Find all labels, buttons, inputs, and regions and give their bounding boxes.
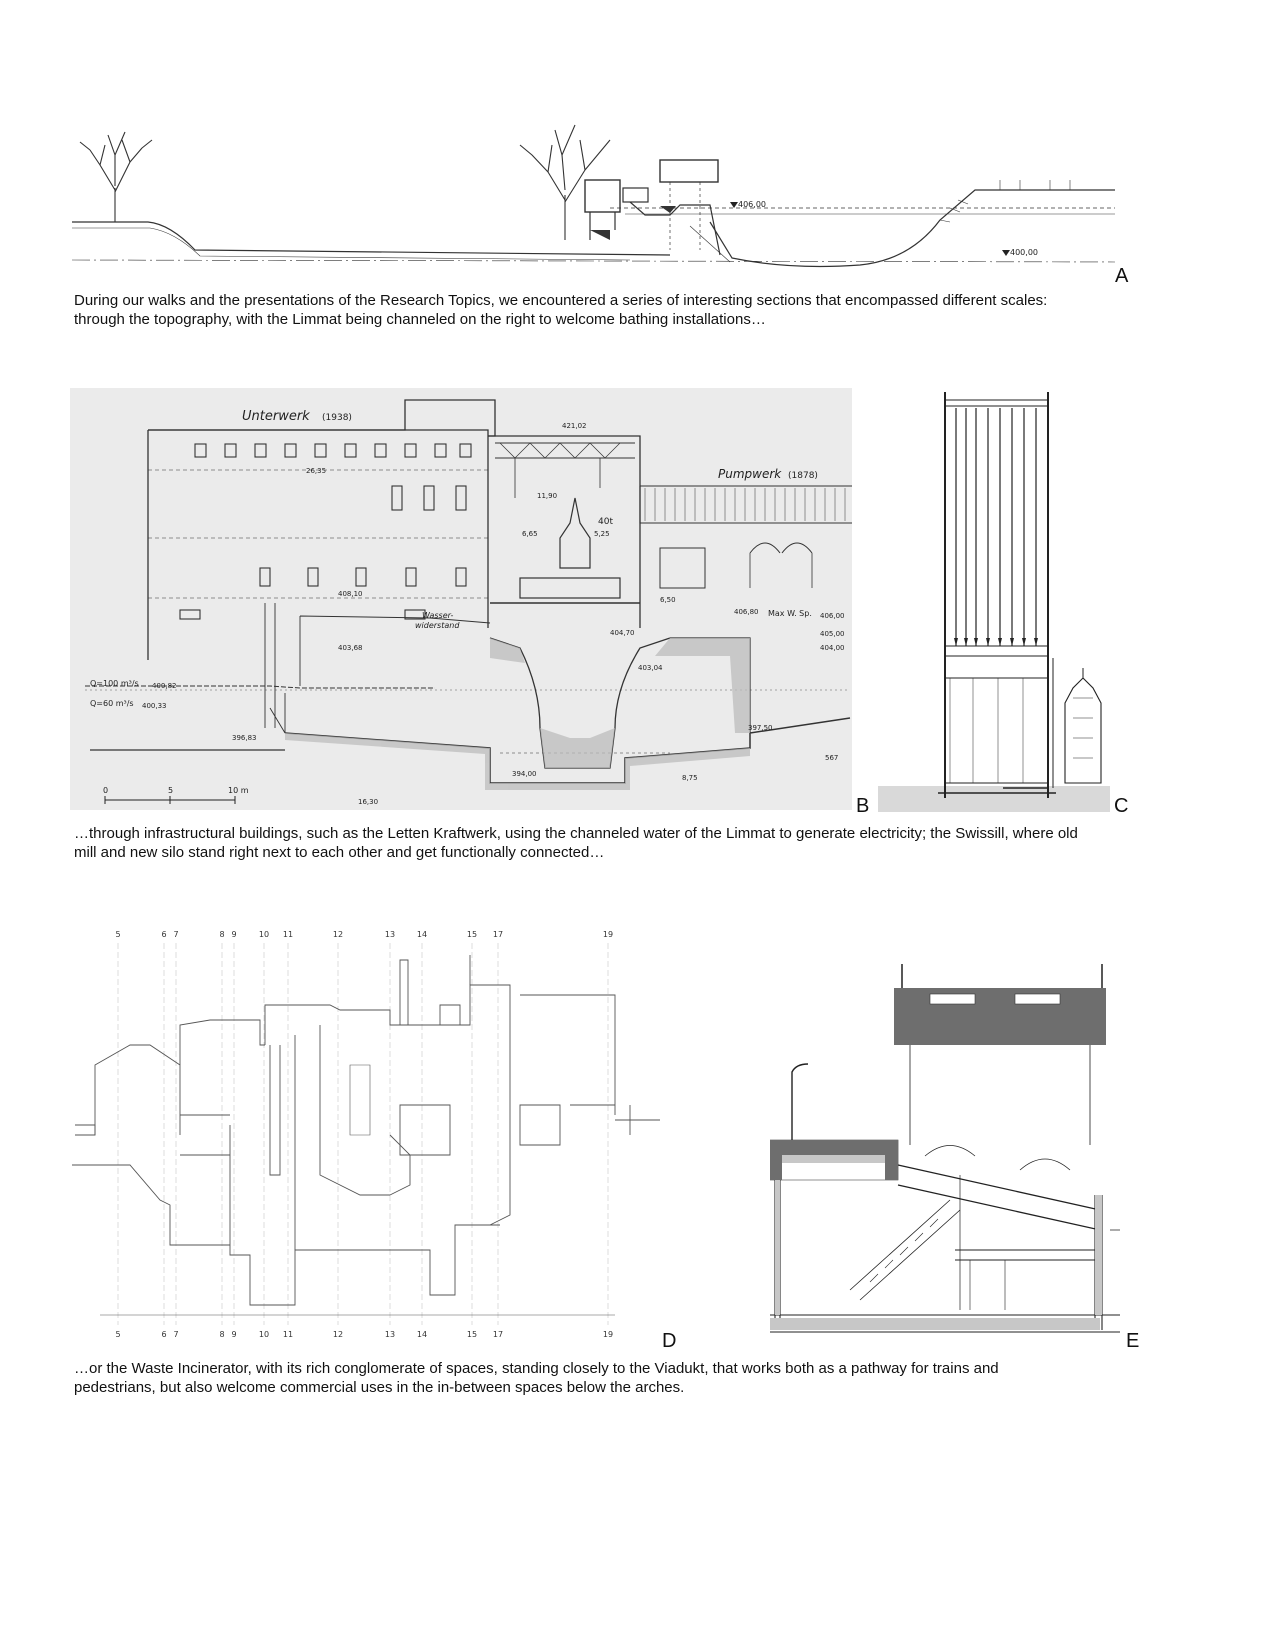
grid-label-top-13: 13 xyxy=(384,930,396,939)
figure-b-letter: B xyxy=(856,795,870,817)
elevation-40082: 400,82 xyxy=(152,682,177,690)
elevation-40500: 405,00 xyxy=(820,630,845,638)
dimension-665: 6,65 xyxy=(522,530,538,538)
grid-label-top-11: 11 xyxy=(282,930,294,939)
figure-c-letter: C xyxy=(1114,795,1129,817)
scale-label-5: 5 xyxy=(168,786,174,795)
label-widerstand: widerstand xyxy=(415,621,460,630)
label-unterwerk: Unterwerk xyxy=(242,409,310,424)
caption-de-line-2: pedestrians, but also welcome commercial uses in the in-between spaces below the arches. xyxy=(74,1379,685,1396)
silo-section-drawing xyxy=(878,388,1110,812)
grid-label-top-6: 6 xyxy=(161,930,167,939)
elevation-40600: 406,00 xyxy=(820,612,845,620)
grid-label-bottom-6: 6 xyxy=(161,1330,167,1339)
dimension-1630: 16,30 xyxy=(358,798,379,806)
caption-a-line-2: through the topography, with the Limmat being channeled on the right to welcome bathing installations… xyxy=(74,311,766,328)
elevation-40680: 406,80 xyxy=(734,608,759,616)
viadukt-section-drawing xyxy=(770,960,1120,1345)
dimension-875: 8,75 xyxy=(682,774,698,782)
grid-label-bottom-11: 11 xyxy=(282,1330,294,1339)
grid-label-bottom-9: 9 xyxy=(231,1330,237,1339)
elevation-40304: 403,04 xyxy=(638,664,663,672)
grid-label-top-10: 10 xyxy=(258,930,270,939)
grid-label-top-8: 8 xyxy=(219,930,225,939)
figure-a-letter: A xyxy=(1115,265,1129,287)
elevation-39400: 394,00 xyxy=(512,770,537,778)
elevation-40400: 404,00 xyxy=(820,644,845,652)
caption-bc-line-2: mill and new silo stand right next to each other and get functionally connected… xyxy=(74,844,605,861)
plate-number: 567 xyxy=(825,754,839,762)
label-pumpwerk: Pumpwerk xyxy=(718,467,782,481)
figure-b-kraftwerk-section xyxy=(70,388,852,810)
elevation-42102: 421,02 xyxy=(562,422,587,430)
grid-label-bottom-8: 8 xyxy=(219,1330,225,1339)
grid-label-bottom-14: 14 xyxy=(416,1330,428,1339)
figure-a-topography-section xyxy=(70,110,1120,270)
figure-e-letter: E xyxy=(1126,1330,1140,1352)
grid-label-bottom-7: 7 xyxy=(173,1330,179,1339)
elevation-40810: 408,10 xyxy=(338,590,363,598)
grid-label-top-5: 5 xyxy=(115,930,121,939)
figure-d-incinerator-section xyxy=(70,925,660,1343)
kraftwerk-section-drawing xyxy=(70,388,852,810)
label-crane-40t: 40t xyxy=(598,517,613,527)
caption-a xyxy=(74,291,1204,329)
dimension-650: 6,50 xyxy=(660,596,676,604)
dimension-525: 5,25 xyxy=(594,530,610,538)
elevation-label-400: 400,00 xyxy=(1010,248,1038,257)
grid-label-bottom-10: 10 xyxy=(258,1330,270,1339)
figure-d-letter: D xyxy=(662,1330,677,1352)
grid-label-bottom-17: 17 xyxy=(492,1330,504,1339)
elevation-39683: 396,83 xyxy=(232,734,257,742)
elevation-40033: 400,33 xyxy=(142,702,167,710)
grid-label-top-17: 17 xyxy=(492,930,504,939)
elevation-40470: 404,70 xyxy=(610,629,635,637)
caption-a-line-1: During our walks and the presentations of the Research Topics, we encountered a series of interesting sections that encompassed different scales: xyxy=(74,292,1048,309)
label-max-w-sp: Max W. Sp. xyxy=(768,609,812,618)
caption-bc xyxy=(74,824,1204,862)
elevation-40368: 403,68 xyxy=(338,644,363,652)
elevation-39750: 397,50 xyxy=(748,724,773,732)
scale-label-0: 0 xyxy=(103,786,109,795)
grid-label-top-19: 19 xyxy=(602,930,614,939)
caption-de xyxy=(74,1359,1204,1397)
label-wasser: Wasser- xyxy=(422,611,454,620)
incinerator-section-drawing xyxy=(70,925,660,1343)
label-pumpwerk-year: (1878) xyxy=(788,471,818,481)
scale-label-10m: 10 m xyxy=(228,786,249,795)
grid-label-top-15: 15 xyxy=(466,930,478,939)
elevation-label-406: 406,00 xyxy=(738,200,766,209)
dimension-2635: 26,35 xyxy=(306,467,327,475)
grid-label-bottom-15: 15 xyxy=(466,1330,478,1339)
grid-label-top-9: 9 xyxy=(231,930,237,939)
grid-label-top-7: 7 xyxy=(173,930,179,939)
grid-label-top-14: 14 xyxy=(416,930,428,939)
caption-de-line-1: …or the Waste Incinerator, with its rich conglomerate of spaces, standing closely to the Viadukt, that works both as a pathway for trains and xyxy=(74,1360,999,1377)
dimension-1190: 11,90 xyxy=(537,492,558,500)
figure-e-viadukt-section xyxy=(770,960,1120,1345)
grid-label-bottom-19: 19 xyxy=(602,1330,614,1339)
label-flow-low: Q=60 m³/s xyxy=(90,699,134,708)
grid-label-bottom-13: 13 xyxy=(384,1330,396,1339)
grid-label-bottom-12: 12 xyxy=(332,1330,344,1339)
figure-c-silo-section xyxy=(878,388,1110,812)
caption-bc-line-1: …through infrastructural buildings, such as the Letten Kraftwerk, using the channeled water of the Limmat to generate electricity; the Swissill, where old xyxy=(74,825,1078,842)
grid-label-bottom-5: 5 xyxy=(115,1330,121,1339)
topography-section-drawing xyxy=(70,110,1120,270)
label-flow-high: Q=100 m³/s xyxy=(90,679,139,688)
label-unterwerk-year: (1938) xyxy=(322,413,352,423)
grid-label-top-12: 12 xyxy=(332,930,344,939)
